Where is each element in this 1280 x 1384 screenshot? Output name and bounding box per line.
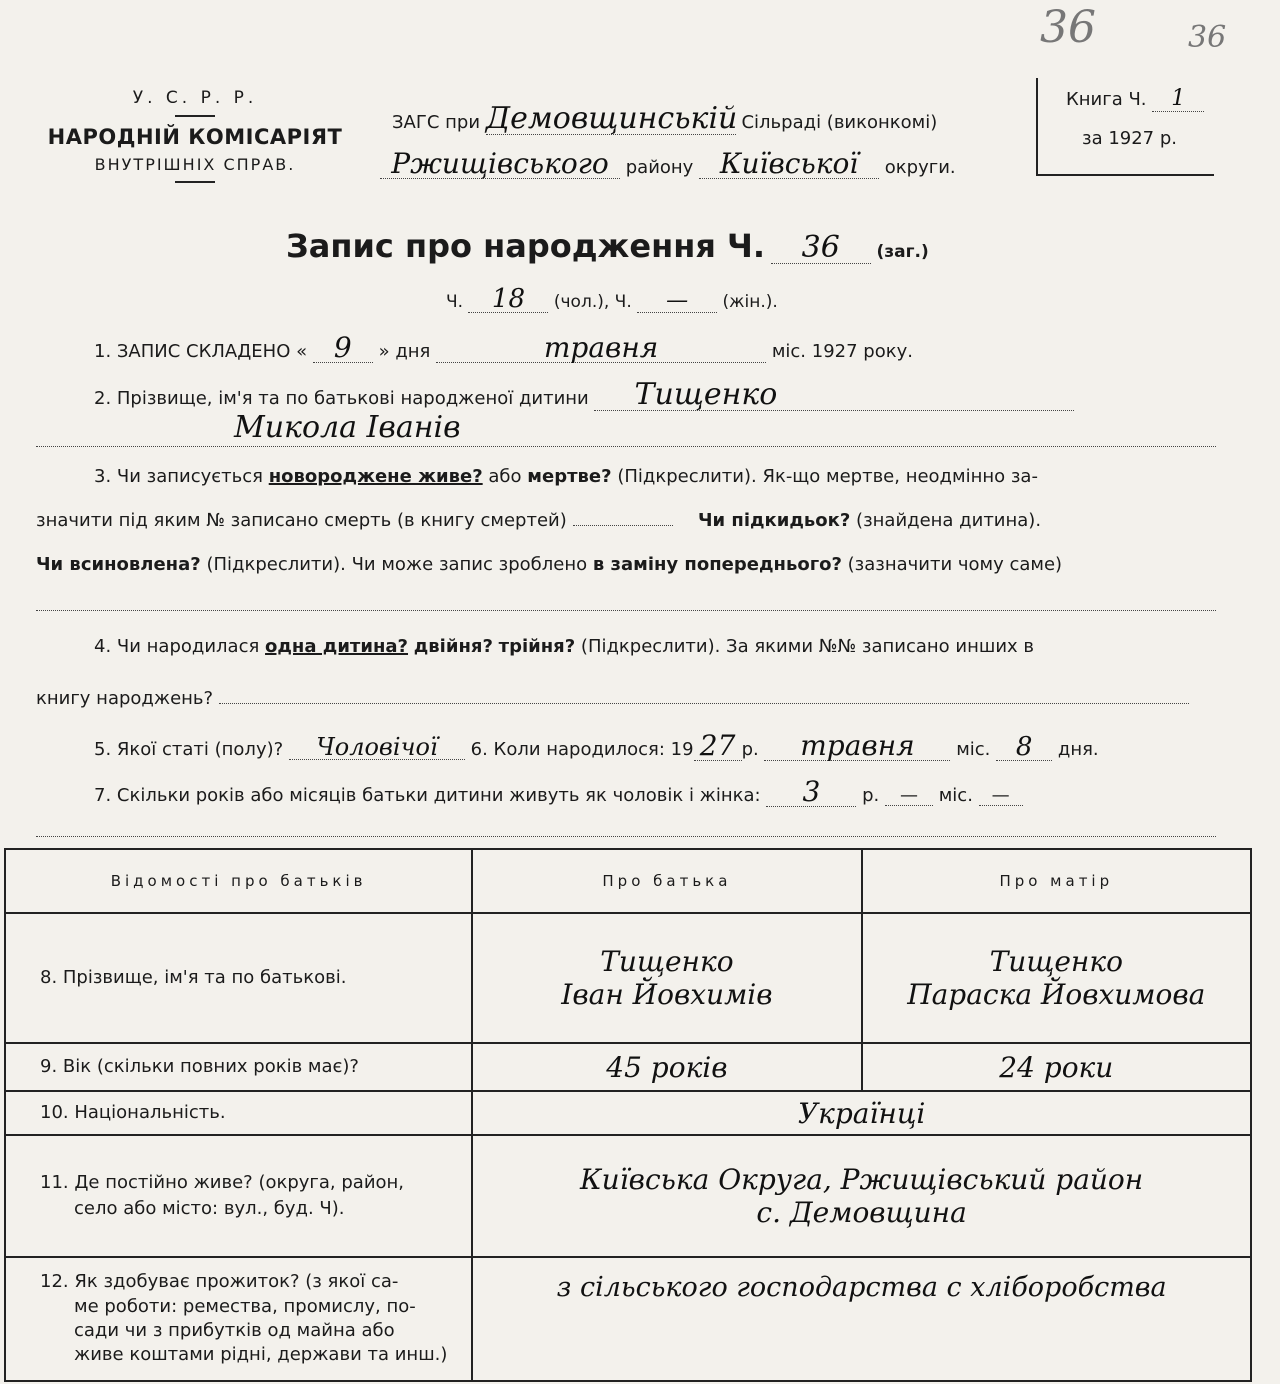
record-title-line xyxy=(286,227,929,265)
q7-years: 3 xyxy=(766,778,856,807)
zags-okrug: Київської xyxy=(699,150,879,179)
q11-label-line2: село або місто: вул., буд. Ч). xyxy=(74,1198,345,1219)
q6-text: 6. Коли народилося: 19 xyxy=(470,739,694,760)
q11-label xyxy=(5,1135,472,1257)
residence-line1: Київська Округа, Ржищівський район xyxy=(580,1163,1144,1196)
issuer-header xyxy=(30,88,360,190)
q4-line2 xyxy=(36,690,1189,708)
zags-village: Демовщинській xyxy=(485,101,738,136)
q3-line2 xyxy=(36,512,1041,530)
archive-mark-1: 36 xyxy=(1040,2,1096,53)
female-label: (жін.). xyxy=(722,292,778,312)
q4-numbers-field xyxy=(219,703,1189,704)
header-rule xyxy=(175,115,215,117)
table-header-row xyxy=(5,849,1251,913)
table-row-age xyxy=(5,1043,1251,1091)
q7-dash1: — xyxy=(885,787,933,806)
zags-district: Ржищівського xyxy=(380,150,620,179)
father-name-cell xyxy=(472,913,861,1043)
q6-r: р. xyxy=(741,739,759,760)
q3-alive: новороджене живе? xyxy=(268,466,483,487)
book-label: Книга Ч. xyxy=(1066,89,1147,110)
q7-dash2: — xyxy=(979,787,1023,806)
q11-label-line1: 11. Де постійно живе? (округа, район, xyxy=(40,1171,405,1193)
male-label: (чол.), Ч. xyxy=(553,292,632,312)
male-number: 18 xyxy=(468,286,548,313)
zags-okrug-label: округи. xyxy=(884,157,956,178)
q3-replace: в заміну попереднього? xyxy=(592,554,842,575)
q3-replace-note: (зазначити чому саме) xyxy=(847,554,1063,575)
mother-age: 24 роки xyxy=(862,1043,1251,1091)
q2-name: Микола Іванів xyxy=(234,410,461,445)
header-father: Про батька xyxy=(472,849,861,913)
q3-foundling-note: (знайдена дитина). xyxy=(856,510,1042,531)
q12-label-line3: сади чи з прибутків од майна або xyxy=(74,1320,395,1341)
q2-name-dotline xyxy=(36,446,1216,447)
book-year: за 1927 р. xyxy=(1082,128,1178,149)
q2-line xyxy=(94,377,1074,412)
livelihood-value: з сільського господарства с хліборобства xyxy=(472,1257,1251,1381)
table-row-nationality xyxy=(5,1091,1251,1135)
q12-label-line1: 12. Як здобуває прожиток? (з якої са- xyxy=(40,1271,399,1293)
mother-name-cell xyxy=(862,913,1251,1043)
q6-day: 8 xyxy=(996,734,1052,761)
q1-day: 9 xyxy=(313,334,373,363)
table-row-names xyxy=(5,913,1251,1043)
record-title: Запис про народження Ч. xyxy=(286,227,766,265)
q3-dotline xyxy=(36,610,1216,611)
q12-label xyxy=(5,1257,472,1381)
record-general-label: (заг.) xyxy=(876,242,929,262)
zags-prefix: ЗАГС при xyxy=(392,112,481,133)
q4-triplets: трійня? xyxy=(498,636,576,657)
q5-sex: Чоловічої xyxy=(289,735,465,760)
q4-line1 xyxy=(94,638,1034,656)
father-given-names: Іван Йовхимів xyxy=(561,978,773,1011)
q3-line3-text: (Підкреслити). Чи може запис зроблено xyxy=(206,554,588,575)
record-subnumbers xyxy=(446,286,778,313)
q7-line xyxy=(94,775,1023,808)
parents-table xyxy=(4,848,1252,1382)
zags-line xyxy=(392,101,938,136)
father-surname: Тищенко xyxy=(600,945,734,978)
q3-line1 xyxy=(94,468,1038,486)
q1-text: 1. ЗАПИС СКЛАДЕНО « xyxy=(94,341,308,362)
q10-label: 10. Національність. xyxy=(5,1091,472,1135)
q3-or: або xyxy=(488,466,522,487)
q4-n: 4. Чи народилася xyxy=(94,636,260,657)
mother-given-names: Параска Йовхимова xyxy=(907,978,1206,1011)
q6-mis: міс. xyxy=(956,739,991,760)
q1-line xyxy=(94,331,913,364)
q1-month: травня xyxy=(436,334,766,363)
q7-mis: міс. xyxy=(938,785,973,806)
q1-day-label: » дня xyxy=(378,341,431,362)
q12-label-line4: живе коштами рідні, держави та инш.) xyxy=(74,1344,448,1366)
q4-one: одна дитина? xyxy=(265,636,409,657)
male-ch-label: Ч. xyxy=(446,292,464,312)
header-info: Відомості про батьків xyxy=(5,849,472,913)
q6-dnya: дня. xyxy=(1057,739,1099,760)
q4-line2-text: книгу народжень? xyxy=(36,688,214,709)
q3-n: 3. Чи записується xyxy=(94,466,263,487)
q4-twins: двійня? xyxy=(413,636,493,657)
header-mother: Про матір xyxy=(862,849,1251,913)
q9-label: 9. Вік (скільки повних років має)? xyxy=(5,1043,472,1091)
residence-value xyxy=(472,1135,1251,1257)
q2-surname: Тищенко xyxy=(594,380,1074,411)
q4-rest: (Підкреслити). За якими №№ записано инших в xyxy=(580,636,1035,657)
mother-surname: Тищенко xyxy=(989,945,1123,978)
q3-foundling: Чи підкидьок? xyxy=(697,510,851,531)
table-row-residence xyxy=(5,1135,1251,1257)
q5-q6-line xyxy=(94,729,1099,762)
residence-line2: с. Демовщина xyxy=(756,1196,967,1229)
q2-text: 2. Прізвище, ім'я та по батькові народженої дитини xyxy=(94,388,589,409)
female-number: — xyxy=(637,290,717,313)
zags-district-label: району xyxy=(625,157,694,178)
q6-month: травня xyxy=(764,732,950,761)
table-row-livelihood xyxy=(5,1257,1251,1381)
book-number: 1 xyxy=(1152,86,1204,112)
department-label: ВНУТРІШНІХ СПРАВ. xyxy=(94,155,296,174)
q3-adopted: Чи всиновлена? xyxy=(36,554,201,575)
q6-year: 27 xyxy=(694,732,742,761)
republic-label: У. С. Р. Р. xyxy=(132,88,258,108)
q7-dotline xyxy=(36,836,1216,837)
q5-text: 5. Якої статі (полу)? xyxy=(94,739,284,760)
q7-text: 7. Скільки років або місяців батьки дитини живуть як чоловік і жінка: xyxy=(94,785,761,806)
commissariat-label: НАРОДНІЙ КОМІСАРІЯТ xyxy=(47,125,343,149)
q8-label: 8. Прізвище, ім'я та по батькові. xyxy=(5,913,472,1043)
q3-death-number-field xyxy=(573,525,673,526)
father-age: 45 років xyxy=(472,1043,861,1091)
q3-dead: мертве? xyxy=(527,466,612,487)
zags-council: Сільраді (виконкомі) xyxy=(741,112,938,133)
record-number: 36 xyxy=(771,233,871,264)
zags-district-line xyxy=(380,147,956,180)
q1-tail: міс. 1927 року. xyxy=(771,341,913,362)
archive-mark-2: 36 xyxy=(1188,20,1227,55)
q7-r: р. xyxy=(862,785,880,806)
q3-line2-text: значити під яким № записано смерть (в книгу смертей) xyxy=(36,510,567,531)
header-rule-2 xyxy=(175,181,215,183)
q12-label-line2: ме роботи: ремества, промислу, по- xyxy=(74,1295,416,1317)
q3-rest1: (Підкреслити). Як-що мертве, неодмінно за- xyxy=(617,466,1038,487)
q3-line3 xyxy=(36,556,1062,574)
book-box xyxy=(1036,78,1214,176)
nationality-value: Українці xyxy=(472,1091,1251,1135)
